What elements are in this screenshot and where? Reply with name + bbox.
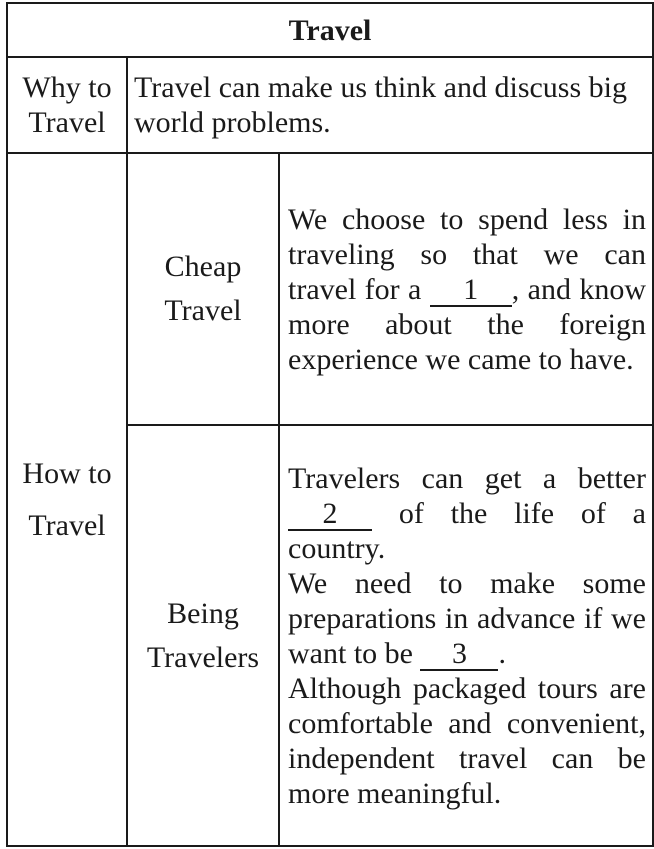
travelers-label-line2: Travelers — [146, 640, 260, 674]
cheap-travel-label — [127, 153, 279, 425]
how-to-travel-label — [7, 153, 127, 846]
travelers-p2-after: . — [498, 636, 506, 670]
travelers-p1-before: Travelers can get a better — [288, 461, 646, 495]
travelers-paragraph-2 — [288, 566, 646, 671]
why-label-line2: Travel — [28, 106, 106, 139]
blank-2: 2 — [288, 499, 372, 531]
cheap-travel-description — [279, 153, 653, 425]
travel-table — [6, 2, 654, 847]
cheap-label-line1: Cheap — [164, 250, 242, 283]
how-label-line1: How to — [22, 456, 112, 490]
why-to-travel-label — [7, 57, 127, 153]
why-to-travel-text: Travel can make us think and discuss big world problems. — [127, 57, 653, 153]
blank-3: 3 — [420, 639, 498, 671]
being-travelers-description — [279, 425, 653, 846]
travelers-label-line1: Being — [167, 596, 239, 630]
cheap-text-before: We choose to spend less in traveling so that we can travel for a — [288, 202, 646, 306]
cheap-label-line2: Travel — [164, 294, 242, 327]
how-label-line2: Travel — [28, 508, 106, 542]
being-travelers-label — [127, 425, 279, 846]
why-label-line1: Why to — [22, 71, 112, 104]
travelers-p1-after: of the life of a country. — [288, 496, 646, 565]
travelers-paragraph-3: Although packaged tours are comfortable and convenient, independent travel can be more meaningful. — [288, 671, 646, 810]
cheap-text-after: , and know more about the foreign experience we came to have. — [288, 272, 646, 376]
table-title: Travel — [7, 3, 653, 57]
travelers-paragraph-1 — [288, 461, 646, 566]
travelers-p2-before: We need to make some preparations in advance if we want to be — [288, 566, 646, 670]
blank-1: 1 — [430, 275, 512, 307]
